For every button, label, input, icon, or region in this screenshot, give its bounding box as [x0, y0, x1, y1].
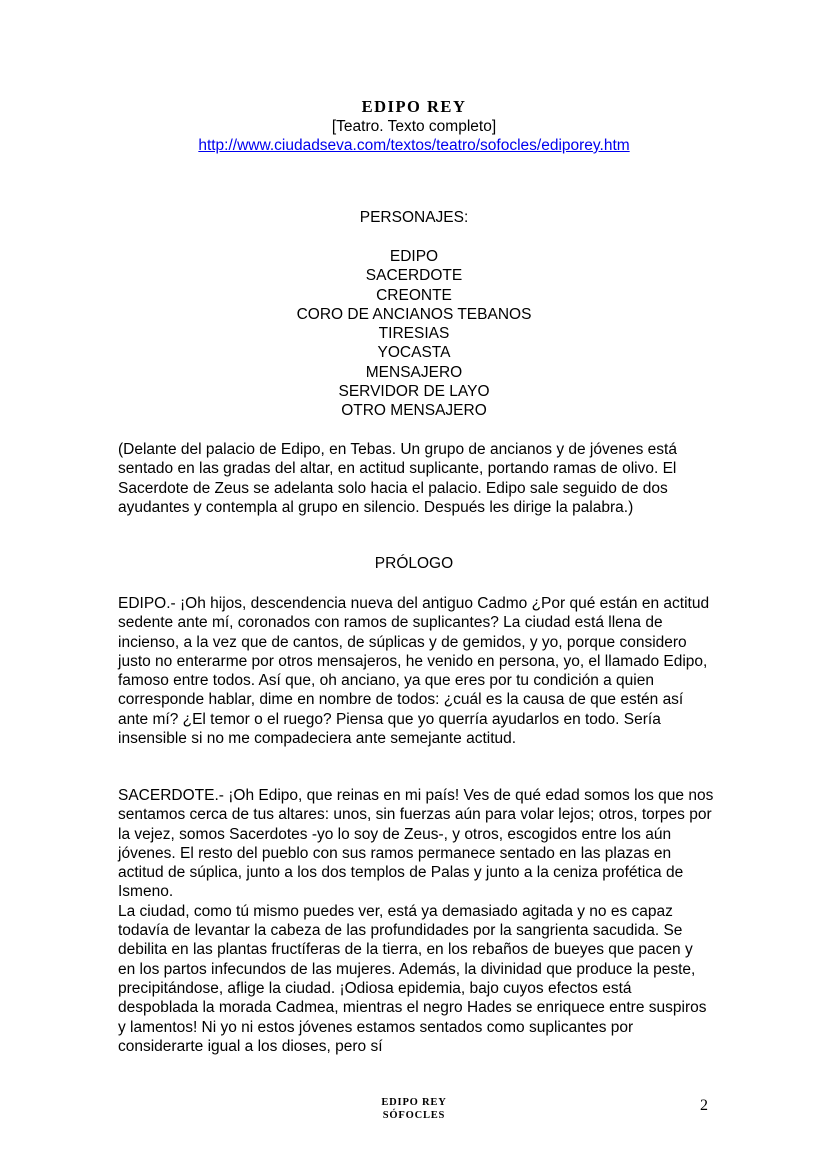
page-number: 2 [700, 1097, 708, 1114]
source-link[interactable]: http://www.ciudadseva.com/textos/teatro/sofocles/ediporey.htm [198, 137, 630, 154]
character-item: SACERDOTE [365, 267, 463, 285]
characters-list [0, 247, 828, 421]
dialogue-sacerdote [118, 786, 714, 1056]
document-title: EDIPO REY [361, 97, 467, 116]
document-subtitle: [Teatro. Texto completo] [331, 118, 497, 135]
characters-heading: PERSONAJES: [359, 209, 469, 226]
character-item: TIRESIAS [378, 325, 450, 343]
document-header [0, 97, 828, 155]
stage-direction: (Delante del palacio de Edipo, en Tebas. Un grupo de ancianos y de jóvenes está sentado en las gradas del altar, en actitud suplicante, portando ramas de olivo. El Sacerdote de Zeus se adelanta solo hacia el palacio. Edipo sale seguido de dos ayudantes y contempla al grupo en silencio. Después les dirige la palabra.) [118, 441, 677, 516]
dialogue-edipo: EDIPO.- ¡Oh hijos, descendencia nueva del antiguo Cadmo ¿Por qué están en actitud sedente ante mí, coronados con ramos de suplicantes? La ciudad está llena de incienso, a la vez que de cantos, de súplicas y de gemidos, y yo, porque considero justo no enterarme por otros mensajeros, he venido en persona, yo, el llamado Edipo, famoso entre todos. Así que, oh anciano, ya que eres por tu condición a quien corresponde hablar, dime en nombre de todos: ¿cuál es la causa de que estén así ante mí? ¿El temor o el ruego? Piensa que yo querría ayudarlos en todo. Sería insensible si no me compadeciera ante semejante actitud. [118, 595, 710, 748]
footer-author: SÓFOCLES [382, 1110, 446, 1121]
character-item: CREONTE [376, 286, 452, 304]
section-heading: PRÓLOGO [374, 555, 454, 572]
character-item: OTRO MENSAJERO [341, 402, 487, 420]
character-item: MENSAJERO [365, 363, 463, 381]
dialogue-paragraph: SACERDOTE.- ¡Oh Edipo, que reinas en mi país! Ves de qué edad somos los que nos sentamos cerca de tus altares: unos, sin fuerzas aún para volar lejos; otros, torpes por la vejez, somos Sacerdotes -yo lo soy de Zeus-, y otros, escogidos entre los aún jóvenes. El resto del pueblo con sus ramos permanece sentado en las plazas en actitud de súplica, junto a los dos templos de Palas y junto a la ceniza profética de Ismeno. [118, 787, 714, 901]
character-item: CORO DE ANCIANOS TEBANOS [296, 305, 532, 323]
character-item: YOCASTA [377, 344, 451, 362]
footer-title: EDIPO REY [381, 1097, 447, 1108]
dialogue-paragraph: La ciudad, como tú mismo puedes ver, está ya demasiado agitada y no es capaz todavía de levantar la cabeza de las profundidades por la sangrienta sacudida. Se debilita en las plantas fructíferas de la tierra, en los rebaños de bueyes que pacen y en los partos infecundos de las mujeres. Además, la divinidad que produce la peste, precipitándose, aflige la ciudad. ¡Odiosa epidemia, bajo cuyos efectos está despoblada la morada Cadmea, mientras el negro Hades se enriquece entre suspiros y lamentos! Ni yo ni estos jóvenes estamos sentados como suplicantes por considerarte igual a los dioses, pero sí [118, 902, 707, 1055]
character-item: SERVIDOR DE LAYO [338, 383, 490, 401]
character-item: EDIPO [389, 248, 439, 265]
